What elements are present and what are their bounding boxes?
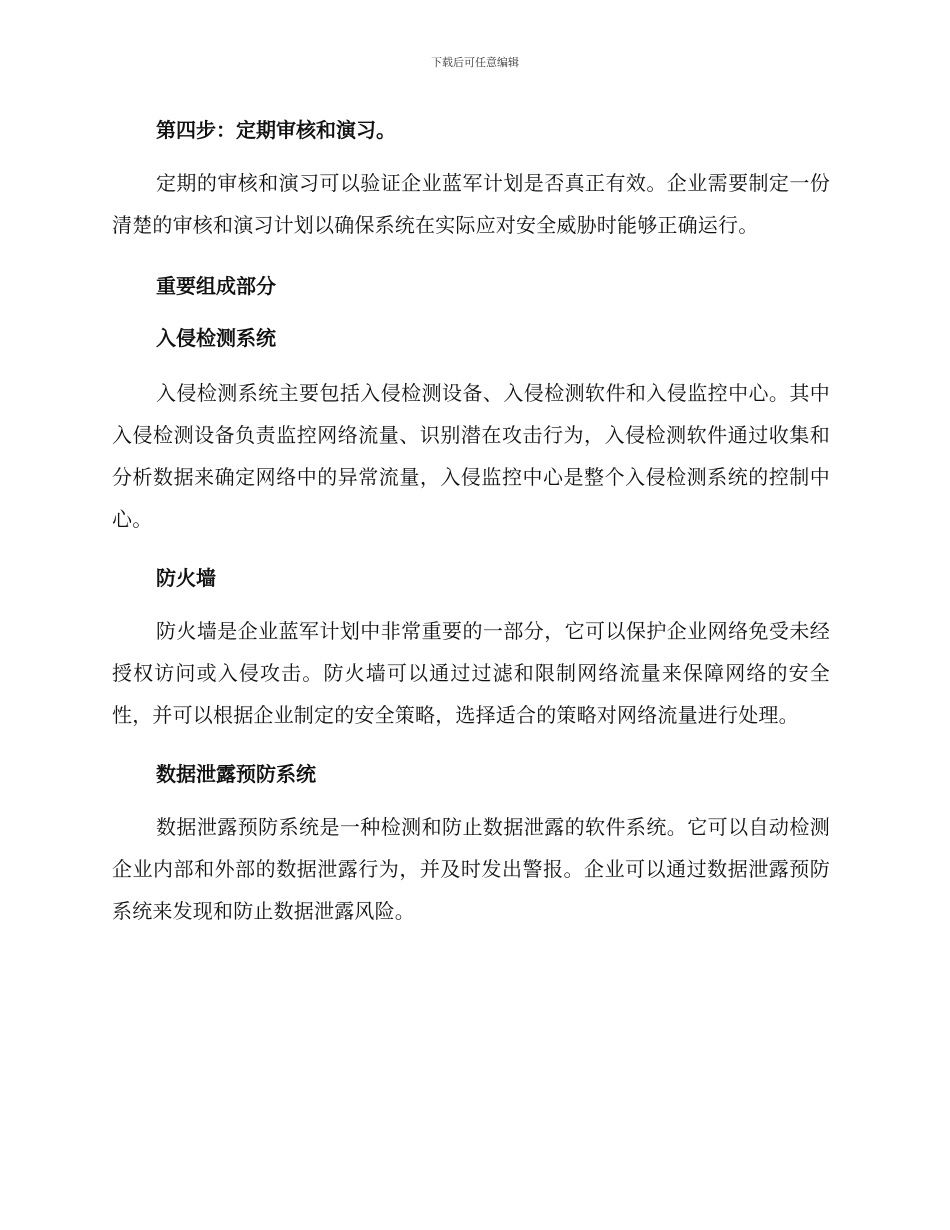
section-paragraph-firewall: 防火墙是企业蓝军计划中非常重要的一部分，它可以保护企业网络免受未经授权访问或入侵攻击。防火墙可以通过过滤和限制网络流量来保障网络的安全性，并可以根据企业制定的安全策略，选择适合的策略对网络流量进行处理。: [112, 619, 830, 727]
section-heading-dlp: 数据泄露预防系统: [156, 762, 316, 786]
section-heading-step-four: 第四步：定期审核和演习。: [156, 118, 396, 142]
section-heading-firewall: 防火墙: [156, 566, 216, 590]
section-heading-intrusion-detection: 入侵检测系统: [156, 326, 276, 350]
header-note: 下载后可任意编辑: [431, 56, 519, 69]
section-paragraph-dlp: 数据泄露预防系统是一种检测和防止数据泄露的软件系统。它可以自动检测企业内部和外部的数据泄露行为，并及时发出警报。企业可以通过数据泄露预防系统来发现和防止数据泄露风险。: [112, 815, 830, 923]
section-heading-key-components: 重要组成部分: [156, 274, 276, 298]
section-paragraph-intrusion-detection: 入侵检测系统主要包括入侵检测设备、入侵检测软件和入侵监控中心。其中入侵检测设备负责监控网络流量、识别潜在攻击行为，入侵检测软件通过收集和分析数据来确定网络中的异常流量，入侵监控中心是整个入侵检测系统的控制中心。: [112, 381, 830, 531]
document-body: [112, 110, 830, 932]
section-paragraph-step-four: 定期的审核和演习可以验证企业蓝军计划是否真正有效。企业需要制定一份清楚的审核和演习计划以确保系统在实际应对安全威胁时能够正确运行。: [112, 171, 830, 237]
